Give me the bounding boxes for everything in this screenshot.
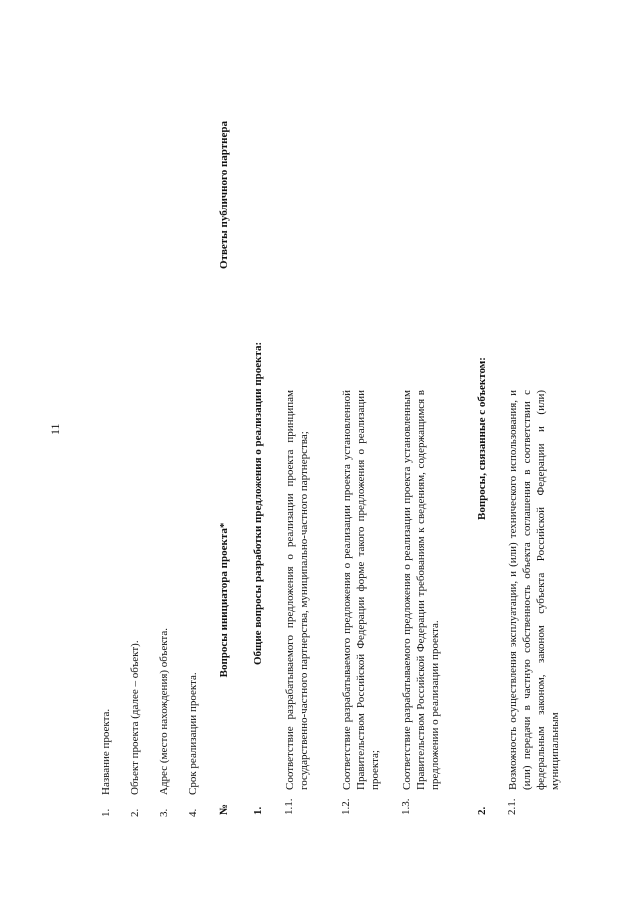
table-header-questions: Вопросы инициатора проекта* (218, 522, 230, 678)
intro-item-num: 2. (129, 808, 141, 817)
section-1-number: 1. (252, 806, 264, 815)
intro-item-text: Срок реализации проекта. (187, 672, 199, 795)
question-1-3-number: 1.3. (400, 798, 412, 815)
question-2-1-number: 2.1. (506, 798, 518, 815)
question-2-1-text: Возможность осуществления эксплуатации, и (или) технического использования, и (или) передачи в частную собственность объекта соглашения в соответствии с федеральным законом, законом субъекта Российской Федерации и (или) муниципальным (507, 390, 561, 790)
table-header-number: № (218, 803, 230, 815)
question-1-1-number: 1.1. (283, 798, 295, 815)
intro-item-num: 3. (158, 808, 170, 817)
table-header-answers: Ответы публичного партнера (218, 120, 230, 270)
intro-item-num: 1. (100, 808, 112, 817)
question-1-1-text: Соответствие разрабатываемого предложения о реализации проекта принципам государственно-частного партнерства, муниципально-частного партнерства; (284, 390, 310, 790)
intro-item-text: Объект проекта (далее – объект). (129, 640, 141, 795)
question-1-2-number: 1.2. (340, 798, 352, 815)
page-number: 11 (48, 423, 62, 435)
section-1-title: Общие вопросы разработки предложения о реализации проекта: (252, 341, 264, 665)
section-2-title: Вопросы, связанные с объектом: (476, 357, 488, 520)
intro-item-term (187, 672, 199, 817)
question-1-2-text: Соответствие разрабатываемого предложения о реализации проекта установленной Правительством Российской Федерации форме такого предложения о реализации проекта; (341, 390, 381, 790)
intro-item-text: Название проекта. (100, 708, 112, 795)
intro-item-object (129, 640, 141, 817)
intro-item-title (100, 709, 112, 817)
section-2-number: 2. (476, 806, 488, 815)
question-1-3-text: Соответствие разрабатываемого предложения о реализации проекта установленным Правительством Российской Федерации требованиям к сведениям, содержащимся в предложении о реализации проекта. (401, 390, 441, 790)
intro-item-address (158, 628, 170, 817)
intro-item-text: Адрес (место нахождения) объекта. (158, 628, 170, 795)
intro-item-num: 4. (187, 808, 199, 817)
